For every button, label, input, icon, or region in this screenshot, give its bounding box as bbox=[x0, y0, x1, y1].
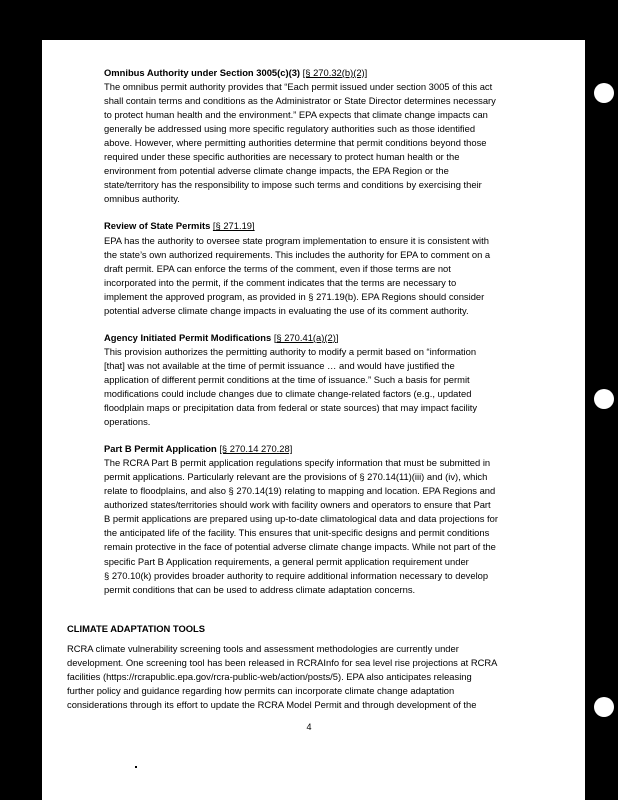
section-review-state-permits bbox=[104, 219, 574, 317]
body-line: generally be addressed using more specific regulatory authorities such as those identified bbox=[104, 123, 476, 135]
punch-hole bbox=[594, 83, 614, 103]
punch-hole bbox=[594, 697, 614, 717]
body-line: EPA has the authority to oversee state program implementation to ensure it is consistent with bbox=[104, 234, 489, 246]
scan-speck bbox=[135, 766, 137, 768]
body-line: operations. bbox=[104, 416, 151, 428]
body-line: above. However, where permitting authorities determine that permit conditions beyond those bbox=[104, 137, 487, 149]
body-line: The RCRA Part B permit application regulations specify information that must be submitted in bbox=[104, 457, 491, 469]
section-heading: CLIMATE ADAPTATION TOOLS bbox=[67, 623, 206, 634]
scan-speck bbox=[22, 205, 24, 207]
body-line: shall contain terms and conditions as the Administrator or State Director determines necessary bbox=[104, 95, 496, 107]
section-heading: Omnibus Authority under Section 3005(c)(3) bbox=[104, 67, 301, 78]
section-heading: Part B Permit Application bbox=[104, 443, 217, 455]
citation-link[interactable]: [§ 271.19] bbox=[212, 220, 255, 232]
body-line: implement the approved program, as provided in § 271.19(b). EPA Regions should consider bbox=[104, 290, 485, 302]
body-line: development. One screening tool has been released in RCRAInfo for sea level rise projections at RCRA bbox=[67, 657, 498, 669]
body-line: required under these specific authorities are necessary to protect human health or the bbox=[104, 151, 460, 163]
body-line: further policy and guidance regarding how permits can incorporate climate change adaptation bbox=[67, 685, 455, 697]
section-omnibus-authority bbox=[104, 66, 574, 206]
body-line: permit applications. Particularly relevant are the provisions of § 270.14(11)(iii) and (iv), which bbox=[104, 471, 488, 483]
body-line: relate to floodplains, and also § 270.14(19) relating to mapping and location. EPA Regions and bbox=[104, 485, 496, 497]
body-line: permit conditions that can be used to address climate adaptation concerns. bbox=[104, 583, 416, 595]
body-line: draft permit. EPA can enforce the terms of the comment, even if those terms are not bbox=[104, 262, 451, 274]
body-line: specific Part B Application requirements, a general permit application requirement under bbox=[104, 555, 469, 567]
section-part-b-application bbox=[104, 442, 574, 597]
body-line: floodplain maps or precipitation data from federal or state sources) that may impact facility bbox=[104, 402, 478, 414]
body-line: [that] was not available at the time of permit issuance … and would have justified the bbox=[104, 359, 455, 371]
section-agency-modifications bbox=[104, 331, 574, 429]
page-number: 4 bbox=[306, 722, 312, 732]
body-line: omnibus authority. bbox=[104, 193, 180, 205]
citation-link[interactable]: [§ 270.32(b)(2)] bbox=[302, 67, 368, 78]
body-line: potential adverse climate change impacts in evaluating the use of its comment authority. bbox=[104, 304, 469, 316]
body-line: modifications could include changes due to climate change-related factors (e.g., updated bbox=[104, 387, 472, 399]
body-line: the anticipated life of the facility. This ensures that unit-specific designs and permit conditions bbox=[104, 527, 490, 539]
body-line: facilities (https://rcrapublic.epa.gov/rcra-public-web/action/posts/5). EPA also anticipates releasing bbox=[67, 671, 472, 683]
body-line: remain protective in the face of potential adverse climate change impacts. While not part of the bbox=[104, 541, 496, 553]
body-line: This provision authorizes the permitting authority to modify a permit based on “information bbox=[104, 345, 477, 357]
body-line: incorporated into the permit, if the comment indicates that the terms are necessary to bbox=[104, 276, 457, 288]
citation-link[interactable]: [§ 270.41(a)(2)] bbox=[273, 331, 339, 343]
section-heading: Agency Initiated Permit Modifications bbox=[104, 331, 272, 343]
body-line: considerations through its effort to update the RCRA Model Permit and through development of the bbox=[67, 699, 477, 711]
citation-link[interactable]: [§ 270.14 270.28] bbox=[219, 443, 293, 455]
authorities-list bbox=[104, 66, 574, 610]
body-line: § 270.10(k) provides broader authority to require additional information necessary to develop bbox=[104, 569, 489, 581]
body-line: RCRA climate vulnerability screening tools and assessment methodologies are currently under bbox=[67, 643, 459, 655]
body-line: B permit applications are prepared using up-to-date climatological data and data projections for bbox=[104, 513, 498, 525]
body-line: authorized states/territories should work with facility owners and operators to ensure that Part bbox=[104, 499, 491, 511]
body-line: application of different permit conditions at the time of issuance.” Such a basis for permit bbox=[104, 373, 470, 385]
body-line: to protect human health and the environment.” EPA expects that climate change impacts can bbox=[104, 109, 488, 121]
body-line: environment from potential adverse climate change impacts, the EPA Region or the bbox=[104, 165, 449, 177]
body-line: The omnibus permit authority provides that “Each permit issued under section 3005 of this act bbox=[104, 81, 493, 93]
body-line: the state’s own authorized requirements. This includes the authority for EPA to comment on a bbox=[104, 248, 491, 260]
body-line: state/territory has the responsibility to impose such terms and conditions by exercising their bbox=[104, 179, 482, 191]
punch-hole bbox=[594, 389, 614, 409]
section-heading: Review of State Permits bbox=[104, 220, 211, 232]
climate-tools-section bbox=[67, 622, 575, 712]
